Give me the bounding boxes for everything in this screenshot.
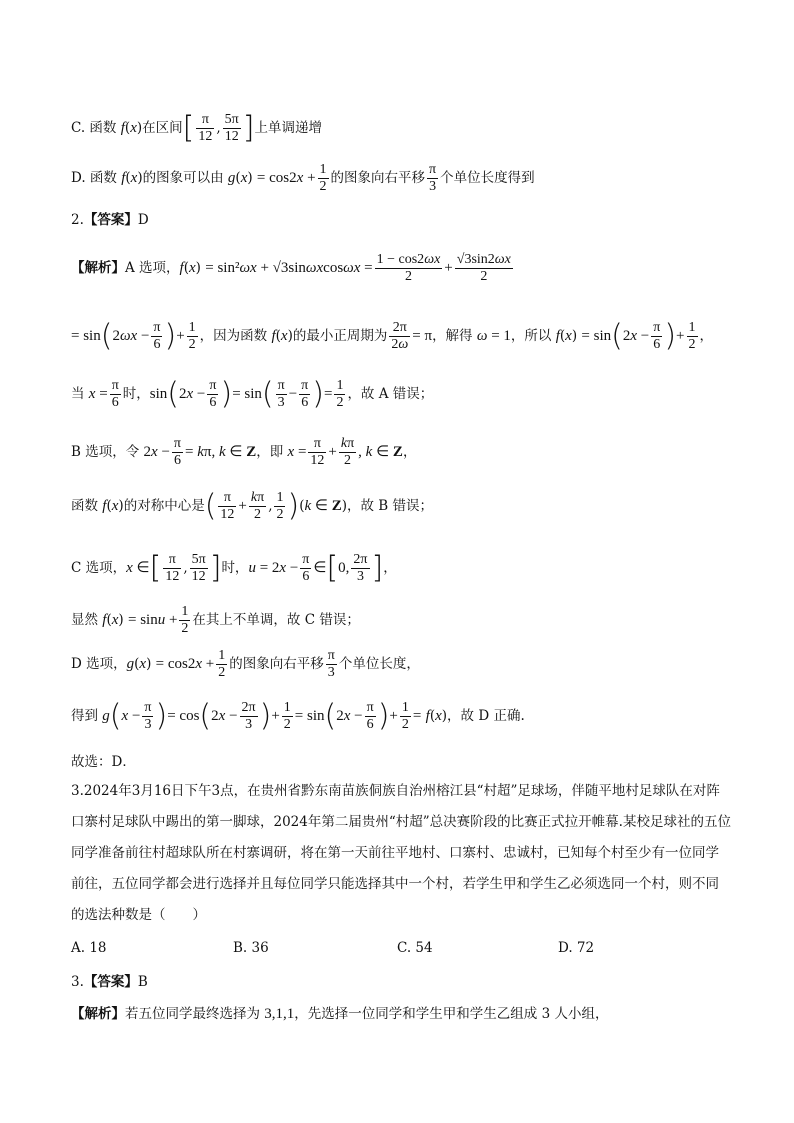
solution-a-line2: = sin(2ωx − $\frac{\pi}{6}$ )+ $\frac{1}{2}$ ，因为函数 f(x)的最小正周期为 $\frac{2\pi}{2\omega}$ = π，解得 ω = 1，所以 f(x) = sin(2x − $\frac{\pi}{6}$ )+ $\frac{1}{2}$ ， [71,318,713,354]
q3-option-a: A. 18 [71,940,107,956]
solution-a-line1: 【解析】A 选项，f(x) = sin²ωx + √3sinωxcosωx = $\frac{1 - \cos 2\omega x}{2}$ + $\frac{√3\sin 2\omega x}{2}$ [71,252,511,284]
option-c-text: C. 函数 f(x)在区间 [71,120,183,136]
solution-a-line3: 当 x = $\frac{\pi}{6}$ 时，sin(2x − $\frac{\pi}{6}$ )= sin( $\frac{\pi}{3}$ − $\frac{\pi}{6}$ )= $\frac{1}{2}$ ，故 A 错误； [71,376,434,412]
solution-b-line1: B 选项，令 2x − $\frac{\pi}{6}$ = kπ, k ∈ Z，即 x = $\frac{\pi}{12}$ + $\frac{k\pi}{2}$ , k ∈ Z， [71,436,417,468]
option-c: C. 函数 f(x)在区间[ $\frac{\pi}{12}$ , $\frac{5\pi}{12}$ ]上单调递增 [71,110,322,146]
q3-option-b: B. 36 [233,940,269,956]
answer-2: 2.【答案】D [71,212,149,228]
solution-c-line2: 显然 f(x) = sinu + $\frac{1}{2}$ 在其上不单调，故 C 错误； [71,604,360,636]
solution-3: 【解析】若五位同学最终选择为 3,1,1，先选择一位同学和学生甲和学生乙组成 3 人小组， [71,1006,609,1022]
option-d: D. 函数 f(x)的图象可以由 g(x) = cos2x + $\frac{1}{2}$ 的图象向右平移 $\frac{\pi}{3}$ 个单位长度得到 [71,162,535,194]
question-3: 3.2024年3月16日下午3点，在贵州省黔东南苗族侗族自治州榕江县“村超”足球场，伴随平地村足球队在对阵口寨村足球队中踢出的第一脚球，2024年第二届贵州“村超”总决赛阶段的比赛正式拉开帷幕.某校足球社的五位同学准备前往村超球队所在村寨调研，将在第一天前往平地村、口寨村、忠诚村，已知每个村至少有一位同学前往，五位同学都会进行选择并且每位同学只能选择其中一个村，若学生甲和学生乙必须选同一个村，则不同的选法种数是（ ） [71,783,731,923]
solution-c-line1: C 选项，x ∈[ $\frac{\pi}{12}$ , $\frac{5\pi}{12}$ ]时，u = 2x − $\frac{\pi}{6}$ ∈[0, $\frac{2\pi}{3}$ ]， [71,550,397,586]
q3-option-c: C. 54 [397,940,433,956]
solution-d-line2: 得到 g(x − $\frac{\pi}{3}$ )= cos(2x − $\frac{2\pi}{3}$ )+ $\frac{1}{2}$ = sin(2x − $\frac{\pi}{6}$ )+ $\frac{1}{2}$ = f(x)，故 D 正确. [71,698,525,734]
solution-d-line1: D 选项，g(x) = cos2x + $\frac{1}{2}$ 的图象向右平移 $\frac{\pi}{3}$ 个单位长度， [71,648,420,680]
solution-b-line2: 函数 f(x)的对称中心是( $\frac{\pi}{12}$ + $\frac{k\pi}{2}$ , $\frac{1}{2}$ )(k ∈ Z)，故 B 错误； [71,488,434,524]
choose-2: 故选：D． [71,754,136,770]
q3-option-d: D. 72 [558,940,595,956]
answer-3: 3.【答案】B [71,974,148,990]
